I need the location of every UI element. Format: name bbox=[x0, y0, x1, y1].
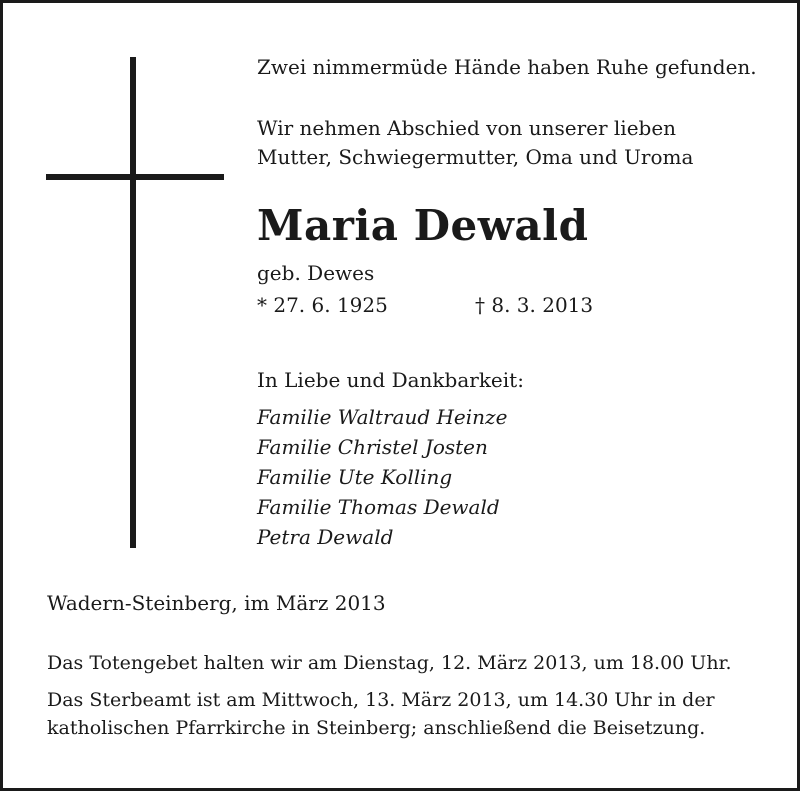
place-date: Wadern-Steinberg, im März 2013 bbox=[47, 591, 386, 615]
mass-notice-line-2: katholischen Pfarrkirche in Steinberg; anschließend die Beisetzung. bbox=[47, 717, 706, 739]
mourners-heading: In Liebe und Dankbarkeit: bbox=[257, 368, 524, 392]
mass-notice-line-1: Das Sterbeamt ist am Mittwoch, 13. März 2013, um 14.30 Uhr in der bbox=[47, 689, 715, 711]
cross-horizontal-bar bbox=[46, 174, 224, 180]
farewell-line-2: Mutter, Schwiegermutter, Oma und Uroma bbox=[257, 145, 694, 169]
birth-name: geb. Dewes bbox=[257, 261, 375, 285]
mourner-family: Familie Thomas Dewald bbox=[257, 495, 500, 519]
birth-date: * 27. 6. 1925 bbox=[257, 293, 388, 317]
prayer-notice: Das Totengebet halten wir am Dienstag, 12. März 2013, um 18.00 Uhr. bbox=[47, 652, 732, 674]
cross-vertical-bar bbox=[130, 57, 136, 548]
farewell-line-1: Wir nehmen Abschied von unserer lieben bbox=[257, 116, 677, 140]
deceased-name: Maria Dewald bbox=[257, 201, 589, 250]
mourner-family: Petra Dewald bbox=[257, 525, 394, 549]
death-date: † 8. 3. 2013 bbox=[475, 293, 594, 317]
mourner-family: Familie Ute Kolling bbox=[257, 465, 453, 489]
mourner-family: Familie Christel Josten bbox=[257, 435, 488, 459]
intro-text: Zwei nimmermüde Hände haben Ruhe gefunden. bbox=[257, 55, 757, 79]
mourner-family: Familie Waltraud Heinze bbox=[257, 405, 508, 429]
